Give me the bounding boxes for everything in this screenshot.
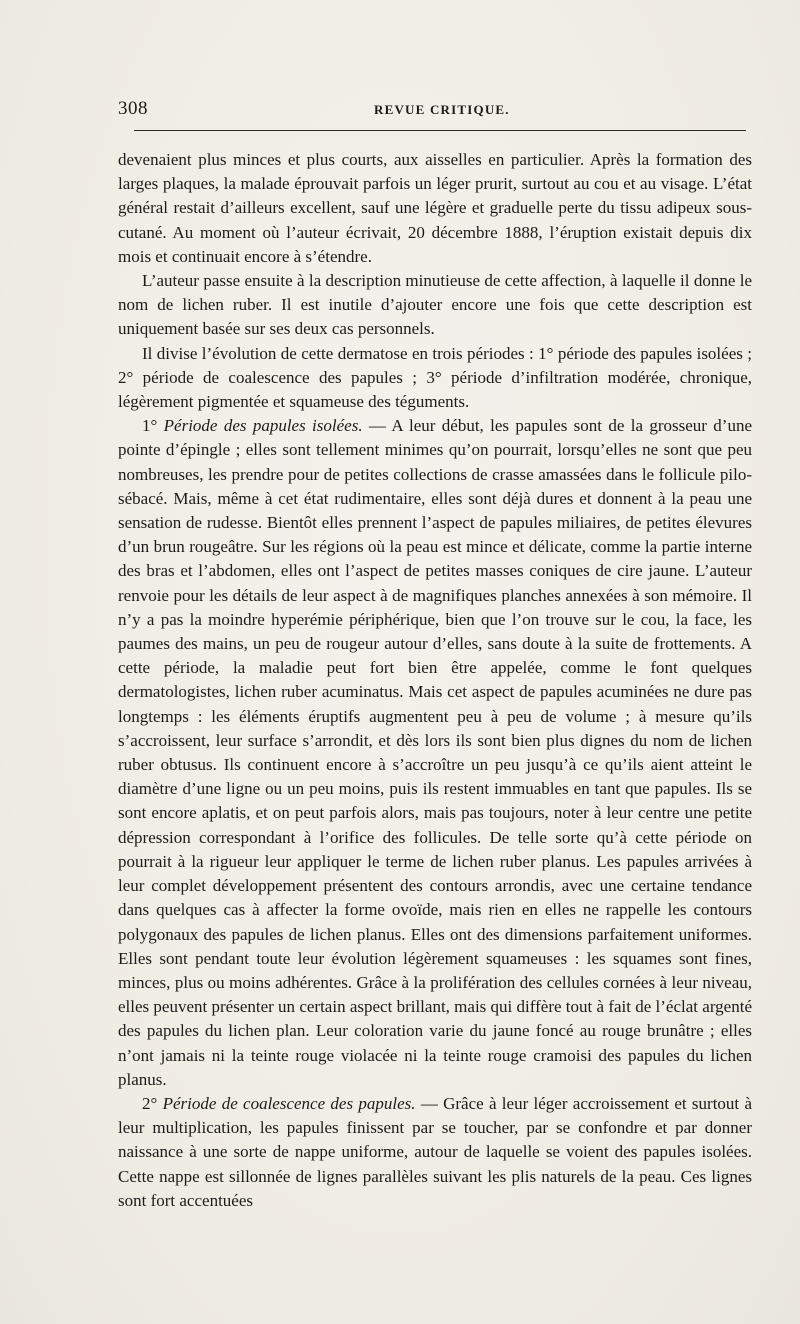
paragraph-3: Il divise l’évolution de cette dermatose en trois périodes : 1° période des papules isolées ; 2° période de coalescence des papules ; 3° période d’infiltration modérée, chronique, légèrement pigmentée et squameuse des téguments. bbox=[118, 343, 752, 412]
header-rule bbox=[134, 130, 746, 131]
paragraph-5 bbox=[118, 1092, 752, 1213]
paragraph-5-text: — Grâce à leur léger accroissement et surtout à leur multiplication, les papules finissent par se toucher, par se confondre et par donner naissance à une sorte de nappe uniforme, autour de laquelle se voient des papules isolées. Cette nappe est sillonnée de lignes parallèles suivant les plis naturels de la peau. Ces lignes sont fort accentuées bbox=[118, 1093, 752, 1210]
section-heading-isolated-papules: Période des papules isolées. bbox=[163, 416, 363, 436]
paragraph-4 bbox=[118, 414, 752, 1092]
section-number-2: 2° bbox=[142, 1093, 163, 1113]
body-text bbox=[118, 148, 752, 1213]
running-header bbox=[118, 98, 752, 122]
section-number-1: 1° bbox=[142, 416, 164, 436]
paragraph-2: L’auteur passe ensuite à la description minutieuse de cette affection, à laquelle il donne le nom de lichen ruber. Il est inutile d’ajouter encore une fois que cette description est uniquement basée sur ses deux cas personnels. bbox=[118, 271, 752, 339]
section-heading-coalescence: Période de coalescence des papules. bbox=[162, 1093, 416, 1113]
paragraph-1: devenaient plus minces et plus courts, aux aisselles en particulier. Après la formation des larges plaques, la malade éprouvait parfois un léger prurit, surtout au cou et au visage. L’état général restait d’ailleurs excellent, sauf une légère et graduelle perte du tissu adipeux sous-cutané. Au moment où l’auteur écrivait, 20 décembre 1888, l’éruption existait depuis dix mois et continuait encore à s’étendre. bbox=[118, 150, 752, 266]
paragraph-4-text: — A leur début, les papules sont de la grosseur d’une pointe d’épingle ; elles sont tellement minimes qu’on pourrait, lorsqu’elles ne sont que peu nombreuses, les prendre pour de petites collections de crasse amassées dans le follicule pilo-sébacé. Mais, même à cet état rudimentaire, elles sont déjà dures et donnent à la peau une sensation de rudesse. Bientôt elles prennent l’aspect de papules miliaires, de petites élevures d’un brun rougeâtre. Sur les régions où la peau est mince et délicate, comme la partie interne des bras et l’abdomen, elles ont l’aspect de petites masses coniques de cire jaune. L’auteur renvoie pour les détails de leur aspect à de magnifiques planches annexées à son mémoire. Il n’y a pas la moindre hyperémie périphérique, bien que l’on trouve sur le cou, la face, les paumes des mains, un peu de rougeur autour d’elles, sans doute à la suite de frottements. A cette période, la maladie peut fort bien être appelée, comme le font quelques dermatologistes, lichen ruber acuminatus. Mais cet aspect de papules acuminées ne dure pas longtemps : les éléments éruptifs augmentent peu à peu de volume ; à mesure qu’ils s’accroissent, leur surface s’arrondit, et dès lors ils sont bien plus dignes du nom de lichen ruber obtusus. Ils continuent encore à s’accroître un peu jusqu’à ce qu’ils aient atteint le diamètre d’une ligne ou un peu moins, puis ils restent immuables en tant que papules. Ils se sont encore aplatis, et on peut parfois alors, mais pas toujours, noter à leur centre une petite dépression correspondant à l’orifice des follicules. De telle sorte qu’à cette période on pourrait à la rigueur leur appliquer le terme de lichen ruber planus. Les papules arrivées à leur complet développement présentent des contours arrondis, avec une certaine tendance dans quelques cas à affecter la forme ovoïde, mais rien en elles ne rappelle les contours polygonaux des papules de lichen planus. Elles ont des dimensions parfaitement uniformes. Elles sont pendant toute leur évolution légèrement squameuses : les squames sont fines, minces, plus ou moins adhérentes. Grâce à la prolifération des cellules cornées à leur niveau, elles peuvent présenter un certain aspect brillant, mais qui diffère tout à fait de l’éclat argenté des papules du lichen plan. Leur coloration varie du jaune foncé au rouge brunâtre ; elles n’ont jamais ni la teinte rouge violacée ni la teinte rouge cramoisi des papules du lichen planus. bbox=[118, 416, 752, 1089]
running-title: REVUE CRITIQUE. bbox=[374, 102, 510, 117]
page-number: 308 bbox=[118, 98, 148, 119]
